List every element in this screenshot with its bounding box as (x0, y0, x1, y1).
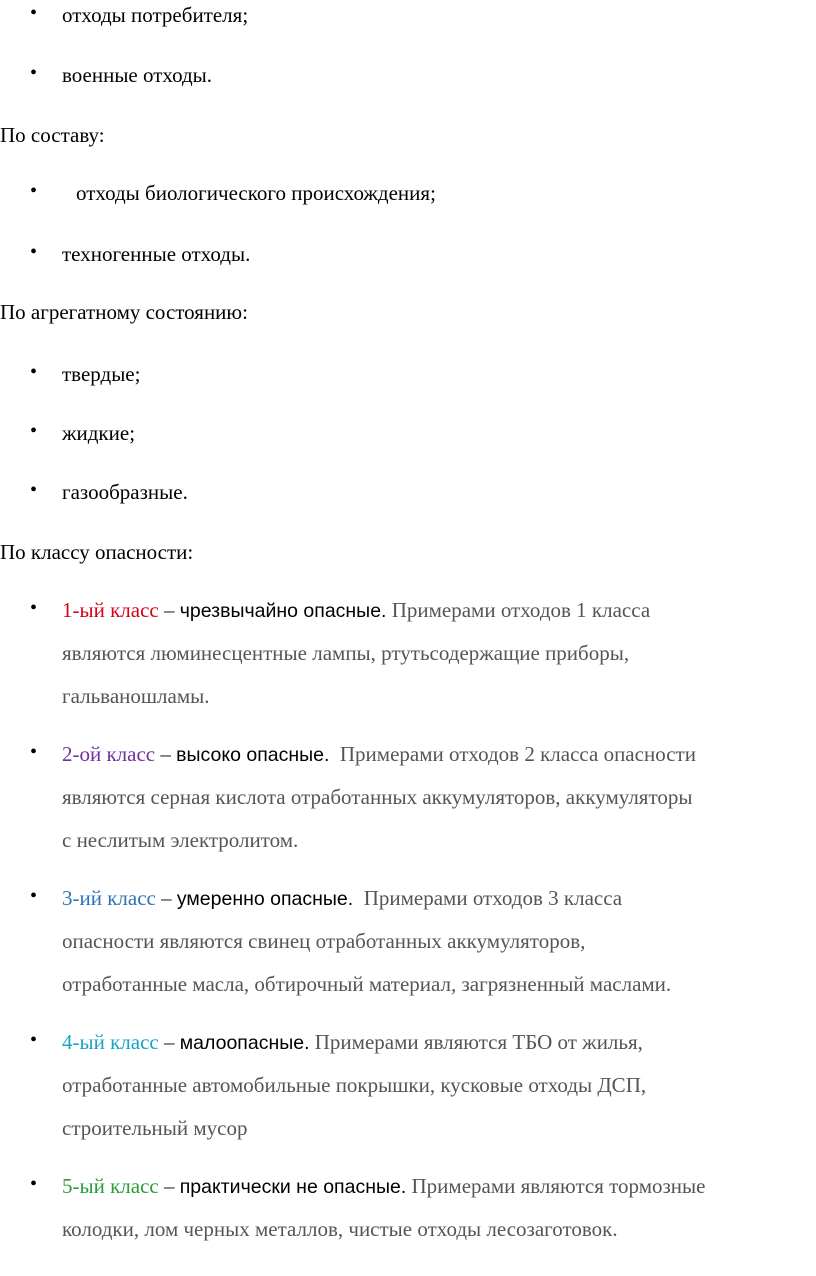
class-description-line: являются серная кислота отработанных аккумуляторов, аккумуляторы (62, 785, 693, 809)
class-name: 5-ый класс (62, 1174, 159, 1198)
bullet-icon: • (30, 479, 38, 501)
class-description-line: являются люминесцентные лампы, ртутьсодержащие приборы, (62, 641, 630, 665)
class-description-line: опасности являются свинец отработанных аккумуляторов, (62, 929, 586, 953)
list-item: техногенные отходы. (62, 242, 251, 266)
class-label: чрезвычайно опасные. (179, 600, 387, 622)
list-item: жидкие; (62, 421, 136, 445)
bullet-icon: • (30, 420, 38, 442)
dash: – (160, 742, 171, 766)
hazard-class-4 (62, 1030, 643, 1055)
list-item: военные отходы. (62, 63, 213, 87)
dash: – (161, 886, 172, 910)
list-item: отходы биологического происхождения; (76, 181, 436, 205)
bullet-icon: • (30, 885, 38, 907)
hazard-class-5 (62, 1174, 705, 1199)
list-item: отходы потребителя; (62, 3, 249, 27)
class-description-line: строительный мусор (62, 1116, 248, 1140)
class-description-line: с неслитым электролитом. (62, 828, 299, 852)
class-label: умеренно опасные. (176, 888, 354, 910)
class-description: Примерами являются ТБО от жилья, (314, 1030, 643, 1054)
hazard-class-3 (62, 886, 622, 911)
bullet-icon: • (30, 361, 38, 383)
dash: – (164, 1030, 175, 1054)
hazard-class-1 (62, 598, 650, 623)
section-heading-composition: По составу: (0, 123, 105, 147)
bullet-icon: • (30, 180, 38, 202)
class-description: Примерами отходов 3 класса (363, 886, 623, 910)
class-name: 2-ой класс (62, 742, 156, 766)
class-description: Примерами являются тормозные (411, 1174, 706, 1198)
bullet-icon: • (30, 241, 38, 263)
class-description: Примерами отходов 2 класса опасности (339, 742, 696, 766)
hazard-class-2 (62, 742, 696, 767)
class-name: 1-ый класс (62, 598, 159, 622)
bullet-icon: • (30, 2, 38, 24)
section-heading-aggregate-state: По агрегатному состоянию: (0, 300, 248, 324)
bullet-icon: • (30, 62, 38, 84)
list-item: газообразные. (62, 480, 188, 504)
class-name: 4-ый класс (62, 1030, 159, 1054)
section-heading-hazard-class: По классу опасности: (0, 540, 194, 564)
class-description-line: гальваношламы. (62, 684, 210, 708)
dash: – (164, 1174, 175, 1198)
bullet-icon: • (30, 741, 38, 763)
bullet-icon: • (30, 1173, 38, 1195)
class-description: Примерами отходов 1 класса (391, 598, 651, 622)
list-item: твердые; (62, 362, 141, 386)
class-description-line: колодки, лом черных металлов, чистые отходы лесозаготовок. (62, 1217, 618, 1241)
class-description-line: отработанные масла, обтирочный материал, загрязненный маслами. (62, 972, 672, 996)
class-label: высоко опасные. (176, 744, 330, 766)
dash: – (164, 598, 175, 622)
bullet-icon: • (30, 597, 38, 619)
class-name: 3-ий класс (62, 886, 156, 910)
bullet-icon: • (30, 1029, 38, 1051)
class-label: малоопасные. (179, 1032, 310, 1054)
class-description-line: отработанные автомобильные покрышки, кусковые отходы ДСП, (62, 1073, 647, 1097)
class-label: практически не опасные. (179, 1176, 407, 1198)
